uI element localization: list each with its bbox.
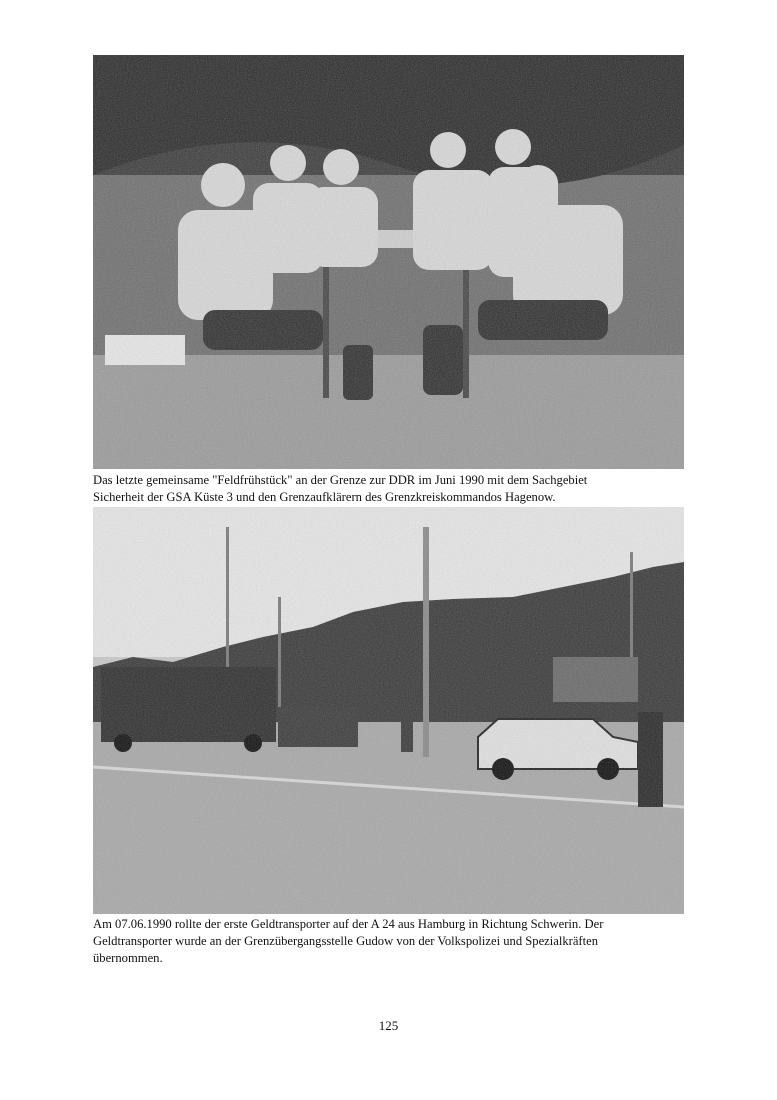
photo-2-caption [93, 916, 693, 967]
caption-line: übernommen. [93, 951, 163, 965]
caption-line: Am 07.06.1990 rollte der erste Geldtransporter auf der A 24 aus Hamburg in Richtung Schwerin. Der [93, 917, 604, 931]
page-number: 125 [378, 1018, 399, 1033]
photo-border-crossing [93, 507, 684, 914]
photo-1-caption [93, 472, 693, 506]
photo-field-breakfast [93, 55, 684, 469]
caption-line: Geldtransporter wurde an der Grenzübergangsstelle Gudow von der Volkspolizei und Spezialkräften [93, 934, 599, 948]
caption-line: Sicherheit der GSA Küste 3 und den Grenzaufklärern des Grenzkreiskommandos Hagenow. [93, 490, 556, 504]
caption-line: Das letzte gemeinsame "Feldfrühstück" an der Grenze zur DDR im Juni 1990 mit dem Sachgebiet [93, 473, 588, 487]
